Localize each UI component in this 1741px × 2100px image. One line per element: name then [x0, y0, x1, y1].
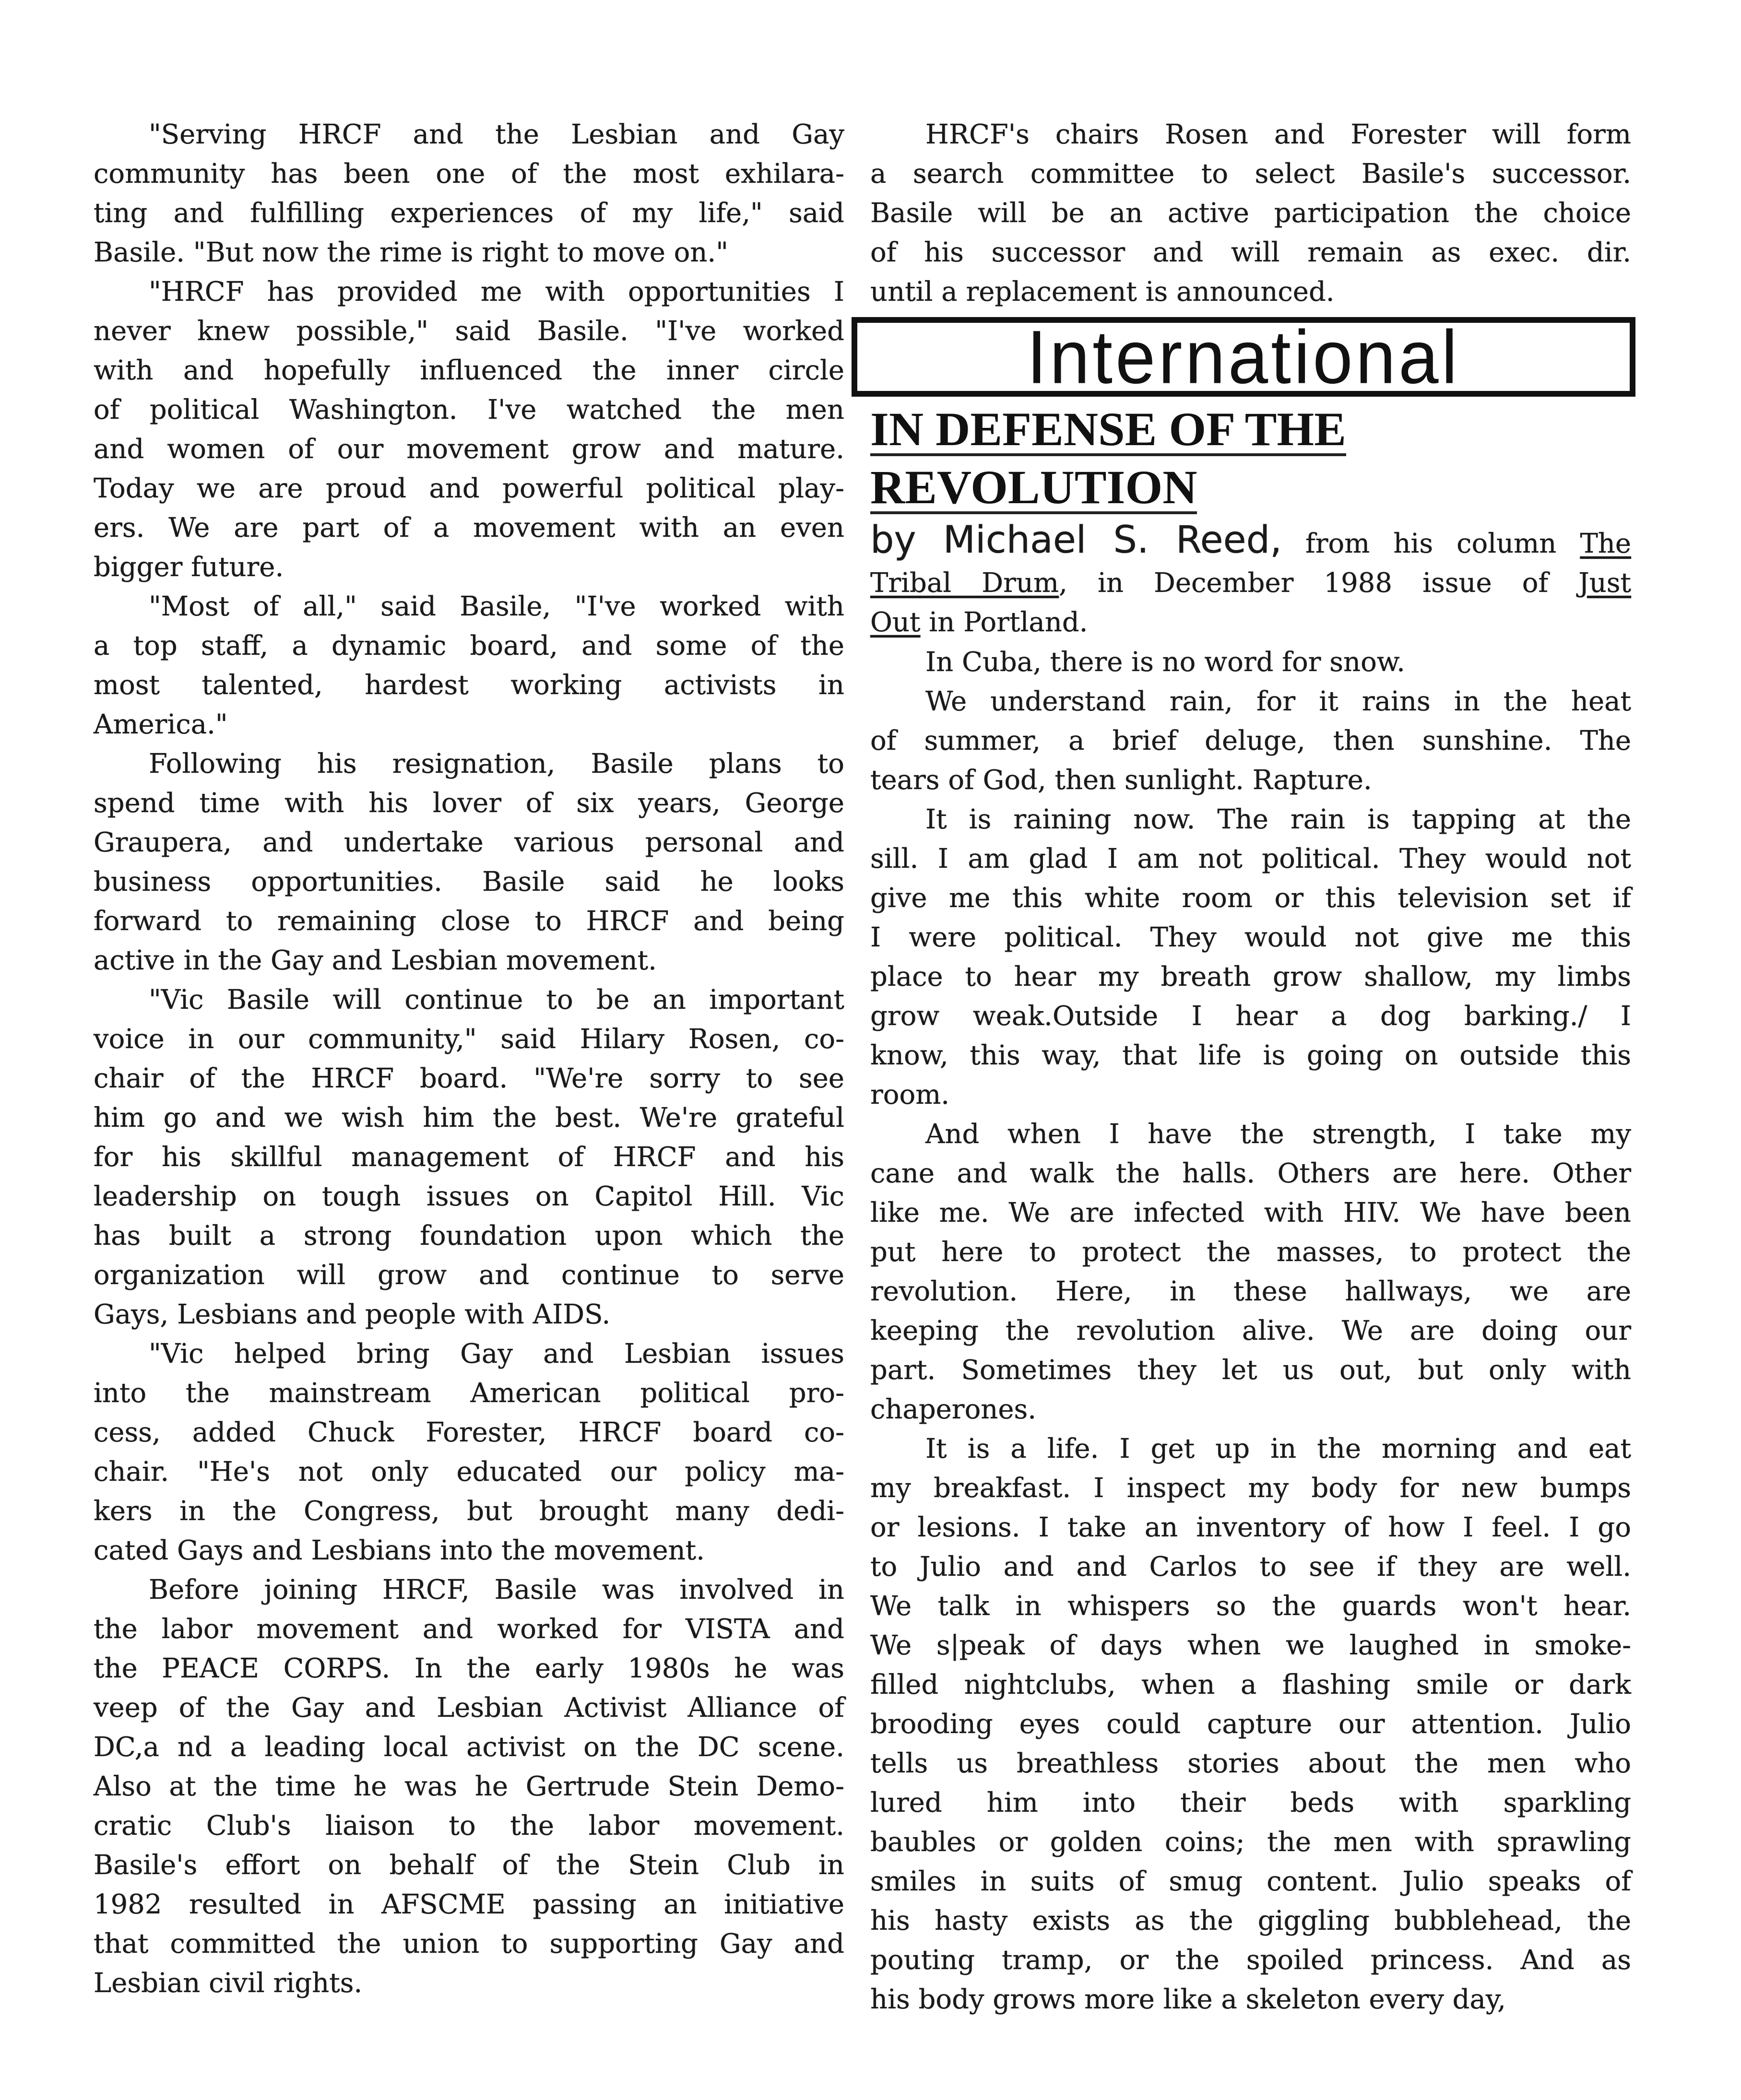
- text-line: Gays, Lesbians and people with AIDS.: [94, 1299, 611, 1330]
- text-line: to Julio and and Carlos to see if they are well.: [870, 1551, 1631, 1582]
- text-line: that committed the union to supporting Gay and: [94, 1928, 844, 1959]
- text-line: baubles or golden coins; the men with sprawling: [870, 1827, 1631, 1858]
- text-line: HRCF's chairs Rosen and Forester will form: [925, 119, 1631, 150]
- text-line: veep of the Gay and Lesbian Activist Alliance of: [94, 1692, 844, 1723]
- paragraph: [94, 1334, 844, 1570]
- text-line: into the mainstream American political pro-: [94, 1378, 844, 1409]
- text-line: kers in the Congress, but brought many dedi-: [94, 1496, 844, 1527]
- paragraph: [870, 800, 1631, 1115]
- text-line: "Vic helped bring Gay and Lesbian issues: [149, 1338, 844, 1369]
- text-line: never knew possible," said Basile. "I've worked: [94, 316, 844, 347]
- text-line: a top staff, a dynamic board, and some of the: [94, 630, 844, 661]
- text-line: cated Gays and Lesbians into the movement.: [94, 1535, 705, 1566]
- paragraph: [870, 682, 1631, 800]
- text-line: Also at the time he was he Gertrude Stein Demo-: [94, 1771, 844, 1802]
- text-line: chair of the HRCF board. "We're sorry to see: [94, 1063, 844, 1094]
- section-label: International: [1027, 314, 1460, 400]
- text-line: cane and walk the halls. Others are here. Other: [870, 1158, 1631, 1189]
- text-line: cess, added Chuck Forester, HRCF board co-: [94, 1417, 844, 1448]
- text-line: We understand rain, for it rains in the heat: [925, 686, 1631, 717]
- text-line: cratic Club's liaison to the labor movement.: [94, 1810, 844, 1841]
- left-column: [94, 115, 844, 2003]
- text-line: forward to remaining close to HRCF and being: [94, 906, 844, 937]
- text-line: sill. I am glad I am not political. They would not: [870, 843, 1631, 874]
- text-line: It is raining now. The rain is tapping at the: [925, 804, 1631, 835]
- text-line: until a replacement is announced.: [870, 276, 1335, 307]
- text-line: voice in our community," said Hilary Rosen, co-: [94, 1024, 844, 1055]
- paragraph: [870, 643, 1631, 682]
- text-line: "Serving HRCF and the Lesbian and Gay: [149, 119, 844, 150]
- article-byline: [870, 520, 1631, 642]
- text-line: organization will grow and continue to serve: [94, 1260, 844, 1291]
- text-line: And when I have the strength, I take my: [925, 1119, 1631, 1150]
- right-column-top: [870, 115, 1631, 312]
- text-line: It is a life. I get up in the morning and eat: [925, 1433, 1631, 1464]
- text-line: of summer, a brief deluge, then sunshine. The: [870, 725, 1631, 756]
- paragraph: [94, 1570, 844, 2003]
- publication-name: Out: [870, 607, 921, 638]
- headline-line: REVOLUTION: [870, 460, 1197, 514]
- paragraph: [94, 980, 844, 1334]
- text-line: know, this way, that life is going on outside this: [870, 1040, 1631, 1071]
- text-line: part. Sometimes they let us out, but only with: [870, 1355, 1631, 1386]
- text-line: tells us breathless stories about the men who: [870, 1748, 1631, 1779]
- text-line: most talented, hardest working activists in: [94, 670, 844, 701]
- text-line: chaperones.: [870, 1394, 1037, 1425]
- text-line: community has been one of the most exhilara-: [94, 158, 844, 189]
- text-line: ers. We are part of a movement with an even: [94, 512, 844, 543]
- text-line: a search committee to select Basile's successor.: [870, 158, 1631, 189]
- text-line: smiles in suits of smug content. Julio speaks of: [870, 1866, 1631, 1897]
- text-line: place to hear my breath grow shallow, my limbs: [870, 961, 1631, 992]
- text-line: I were political. They would not give me this: [870, 922, 1631, 953]
- section-header-international: [852, 314, 1635, 400]
- text-line: bigger future.: [94, 552, 284, 583]
- text-line: Basile. "But now the rime is right to move on.": [94, 237, 728, 268]
- text-line: my breakfast. I inspect my body for new bumps: [870, 1473, 1631, 1504]
- text-line: like me. We are infected with HIV. We have been: [870, 1197, 1631, 1228]
- text-line: leadership on tough issues on Capitol Hill. Vic: [94, 1181, 844, 1212]
- text-line: Basile will be an active participation the choice: [870, 198, 1631, 229]
- text-line: tears of God, then sunlight. Rapture.: [870, 765, 1372, 796]
- paragraph: [94, 115, 844, 272]
- text-line: the PEACE CORPS. In the early 1980s he was: [94, 1653, 844, 1684]
- text-line: revolution. Here, in these hallways, we are: [870, 1276, 1631, 1307]
- text-line: Basile's effort on behalf of the Stein Club in: [94, 1850, 844, 1881]
- text-line: the labor movement and worked for VISTA and: [94, 1614, 844, 1645]
- text-line: America.": [94, 709, 228, 740]
- text-line: of political Washington. I've watched the men: [94, 394, 844, 425]
- text-line: has built a strong foundation upon which the: [94, 1220, 844, 1251]
- text-line: and women of our movement grow and mature.: [94, 434, 844, 465]
- headline-line: IN DEFENSE OF THE: [870, 402, 1346, 456]
- text-line: grow weak.Outside I hear a dog barking./ I: [870, 1001, 1631, 1032]
- text-line: brooding eyes could capture our attention. Julio: [870, 1709, 1631, 1740]
- text-line: his body grows more like a skeleton every day,: [870, 1984, 1506, 2015]
- text-line: We talk in whispers so the guards won't hear.: [870, 1591, 1631, 1622]
- text-line: We s|peak of days when we laughed in smoke-: [870, 1630, 1631, 1661]
- paragraph: [870, 115, 1631, 312]
- text-line: Before joining HRCF, Basile was involved in: [149, 1574, 844, 1605]
- text-line: Graupera, and undertake various personal and: [94, 827, 844, 858]
- text-line: Lesbian civil rights.: [94, 1968, 363, 1999]
- text-line: filled nightclubs, when a flashing smile or dark: [870, 1669, 1631, 1700]
- column-name: The: [1580, 528, 1631, 559]
- text-line: "HRCF has provided me with opportunities I: [149, 276, 844, 307]
- text-line: with and hopefully influenced the inner circle: [94, 355, 844, 386]
- text-line: him go and we wish him the best. We're grateful: [94, 1102, 844, 1133]
- paragraph: [94, 744, 844, 980]
- text-line: lured him into their beds with sparkling: [870, 1787, 1631, 1818]
- column-name: Tribal Drum: [870, 567, 1059, 599]
- text-line: his hasty exists as the giggling bubblehead, the: [870, 1905, 1631, 1936]
- article-headline: [870, 403, 1346, 519]
- text-line: ting and fulfilling experiences of my life," said: [94, 198, 844, 229]
- byline-author: by Michael S. Reed,: [870, 519, 1282, 562]
- text-line: "Most of all," said Basile, "I've worked with: [149, 591, 844, 622]
- text-line: In Cuba, there is no word for snow.: [925, 647, 1405, 678]
- paragraph: [870, 1429, 1631, 2019]
- text-line: for his skillful management of HRCF and his: [94, 1142, 844, 1173]
- publication-name: Just: [1578, 567, 1632, 599]
- paragraph: [870, 1115, 1631, 1429]
- text-line: business opportunities. Basile said he looks: [94, 866, 844, 897]
- text-line: of his successor and will remain as exec. dir.: [870, 237, 1631, 268]
- text-line: active in the Gay and Lesbian movement.: [94, 945, 657, 976]
- text-line: Following his resignation, Basile plans to: [149, 748, 844, 779]
- byline-text: in Portland.: [929, 607, 1088, 638]
- byline-text: , in December 1988 issue of: [1059, 567, 1549, 599]
- text-line: "Vic Basile will continue to be an important: [149, 984, 844, 1015]
- text-line: DC,a nd a leading local activist on the DC scene.: [94, 1732, 844, 1763]
- article-body: [870, 643, 1631, 2019]
- text-line: keeping the revolution alive. We are doing our: [870, 1315, 1631, 1346]
- text-line: room.: [870, 1079, 950, 1110]
- paragraph: [94, 587, 844, 744]
- text-line: spend time with his lover of six years, George: [94, 788, 844, 819]
- paragraph: [94, 272, 844, 587]
- text-line: chair. "He's not only educated our policy ma-: [94, 1456, 844, 1487]
- text-line: or lesions. I take an inventory of how I feel. I go: [870, 1512, 1631, 1543]
- text-line: pouting tramp, or the spoiled princess. And as: [870, 1945, 1631, 1976]
- byline-text: from his column: [1305, 528, 1557, 559]
- text-line: Today we are proud and powerful political play-: [94, 473, 844, 504]
- text-line: 1982 resulted in AFSCME passing an initiative: [94, 1889, 844, 1920]
- text-line: put here to protect the masses, to protect the: [870, 1237, 1631, 1268]
- text-line: give me this white room or this television set if: [870, 883, 1631, 914]
